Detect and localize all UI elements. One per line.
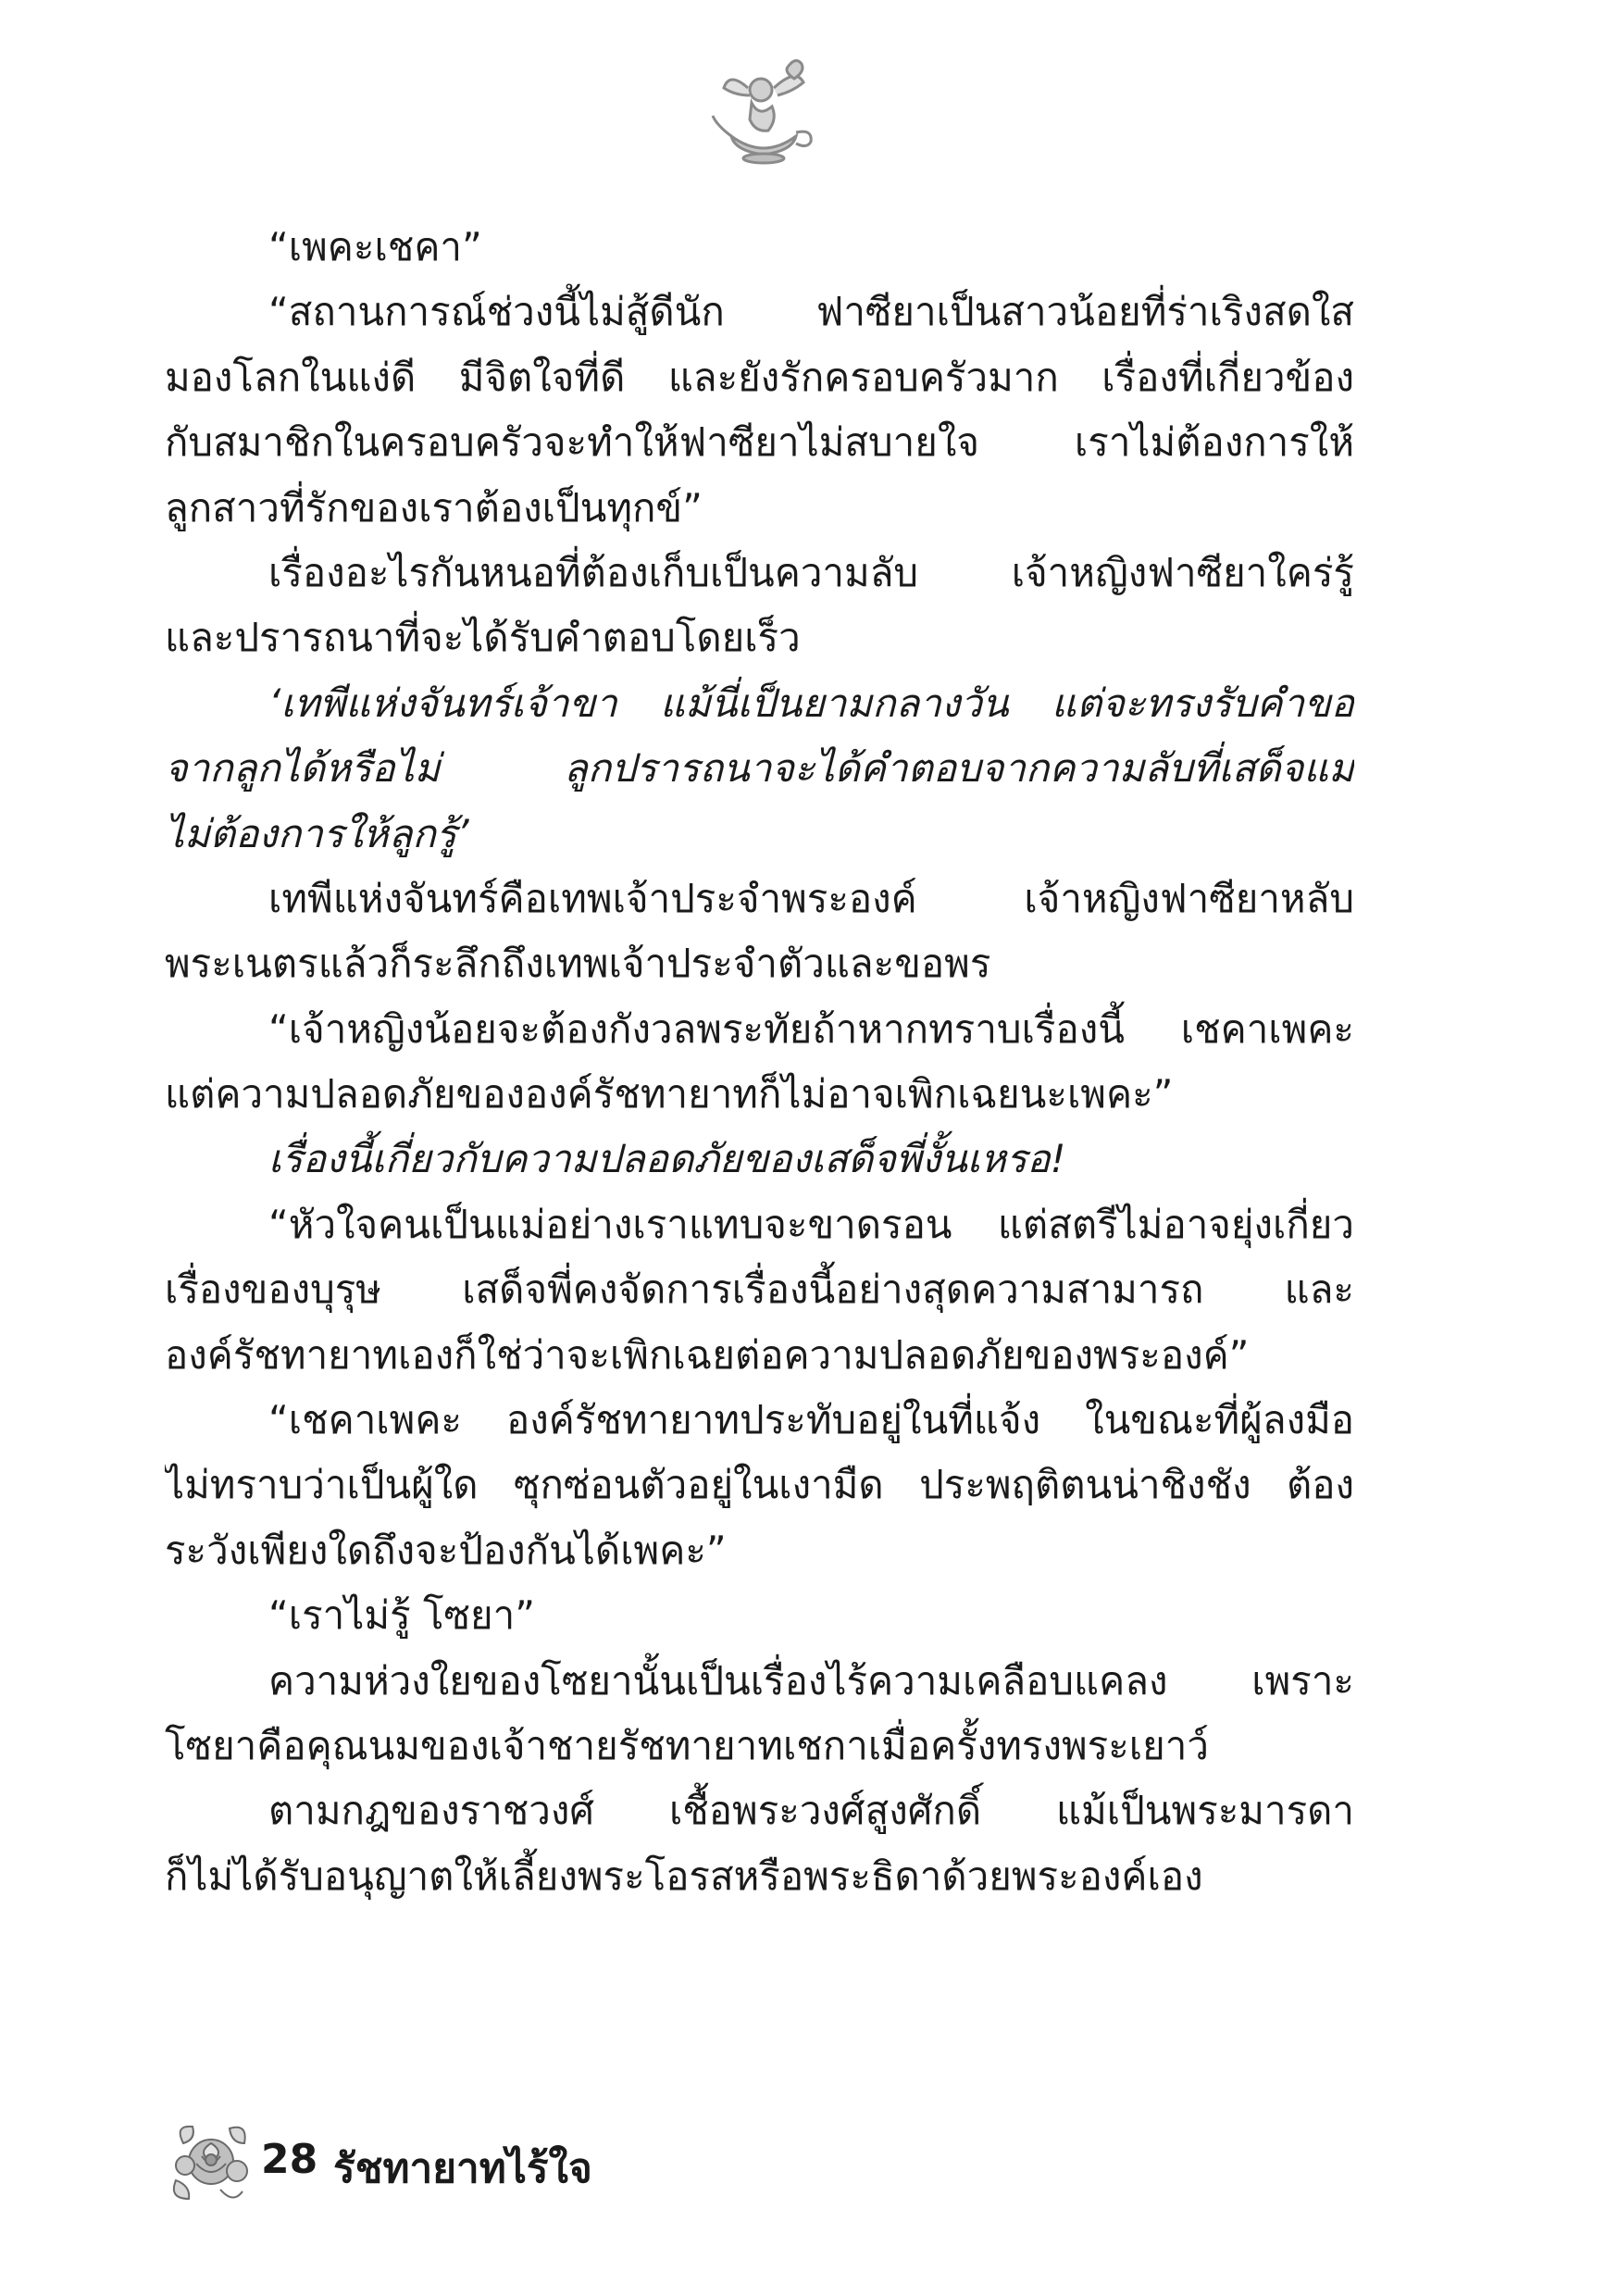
text-line: ความห่วงใยของโซยานั้นเป็นเรื่องไร้ความเคลือบแคลง เพราะ — [268, 1657, 1354, 1703]
text-line: “เพคะเชคา” — [268, 224, 482, 269]
text-line: ก็ไม่ได้รับอนุญาตให้เลี้ยงพระโอรสหรือพระธิดาด้วยพระองค์เอง — [165, 1853, 1203, 1899]
book-title: รัชทายาทไร้ใจ — [333, 2145, 592, 2192]
page-number: 28 — [261, 2136, 318, 2183]
text-line: จากลูกได้หรือไม่ ลูกปรารถนาจะได้คำตอบจากความลับที่เสด็จแม่ — [165, 745, 1354, 792]
cherub-teapot-ornament-icon — [703, 51, 824, 171]
text-line: ระวังเพียงใดถึงจะป้องกันได้เพคะ” — [165, 1527, 727, 1573]
text-line: และปรารถนาที่จะได้รับคำตอบโดยเร็ว — [165, 615, 801, 661]
text-line: ‘เทพีแห่งจันทร์เจ้าขา แม้นี่เป็นยามกลางวัน แต่จะทรงรับคำขอ — [268, 680, 1354, 726]
text-line: “หัวใจคนเป็นแม่อย่างเราแทบจะขาดรอน แต่สตรีไม่อาจยุ่งเกี่ยว — [268, 1201, 1354, 1247]
text-line: “เจ้าหญิงน้อยจะต้องกังวลพระทัยถ้าหากทราบเรื่องนี้ เชคาเพคะ — [268, 1005, 1354, 1052]
body-text — [165, 215, 1354, 1909]
text-line: แต่ความปลอดภัยขององค์รัชทายาทก็ไม่อาจเพิกเฉยนะเพคะ” — [165, 1071, 1174, 1117]
text-line: “เชคาเพคะ องค์รัชทายาทประทับอยู่ในที่แจ้ง ในขณะที่ผู้ลงมือ — [268, 1397, 1354, 1443]
page-footer — [165, 2115, 813, 2208]
text-line: โซยาคือคุณนมของเจ้าชายรัชทายาทเชกาเมื่อครั้งทรงพระเยาว์ — [165, 1722, 1209, 1768]
text-line: เรื่องอะไรกันหนอที่ต้องเก็บเป็นความลับ เจ้าหญิงฟาซียาใคร่รู้ — [268, 549, 1354, 595]
text-line: ไม่ทราบว่าเป็นผู้ใด ซุกซ่อนตัวอยู่ในเงามืด ประพฤติตนน่าชิงชัง ต้อง — [165, 1462, 1354, 1508]
text-line: เรื่องนี้เกี่ยวกับความปลอดภัยของเสด็จพี่งั้นเหรอ! — [268, 1136, 1066, 1182]
text-line: เรื่องของบุรุษ เสด็จพี่คงจัดการเรื่องนี้อย่างสุดความสามารถ และ — [165, 1267, 1354, 1313]
text-line: ไม่ต้องการให้ลูกรู้’ — [165, 810, 469, 856]
text-line: ตามกฎของราชวงศ์ เชื้อพระวงศ์สูงศักดิ์ แม้เป็นพระมารดา — [268, 1788, 1354, 1834]
text-line: องค์รัชทายาทเองก็ใช่ว่าจะเพิกเฉยต่อความปลอดภัยของพระองค์” — [165, 1331, 1250, 1378]
text-line: กับสมาชิกในครอบครัวจะทำให้ฟาซียาไม่สบายใจ เราไม่ต้องการให้ — [165, 419, 1354, 466]
text-line: พระเนตรแล้วก็ระลึกถึงเทพเจ้าประจำตัวและขอพร — [165, 941, 991, 987]
text-line: มองโลกในแง่ดี มีจิตใจที่ดี และยังรักครอบครัวมาก เรื่องที่เกี่ยวข้อง — [165, 354, 1354, 400]
rose-bouquet-icon — [165, 2115, 257, 2208]
text-line: เทพีแห่งจันทร์คือเทพเจ้าประจำพระองค์ เจ้าหญิงฟาซียาหลับ — [268, 875, 1354, 921]
text-line: ลูกสาวที่รักของเราต้องเป็นทุกข์” — [165, 484, 703, 530]
text-line: “เราไม่รู้ โซยา” — [268, 1592, 535, 1639]
text-line: “สถานการณ์ช่วงนี้ไม่สู้ดีนัก ฟาซียาเป็นสาวน้อยที่ร่าเริงสดใส — [268, 289, 1354, 335]
